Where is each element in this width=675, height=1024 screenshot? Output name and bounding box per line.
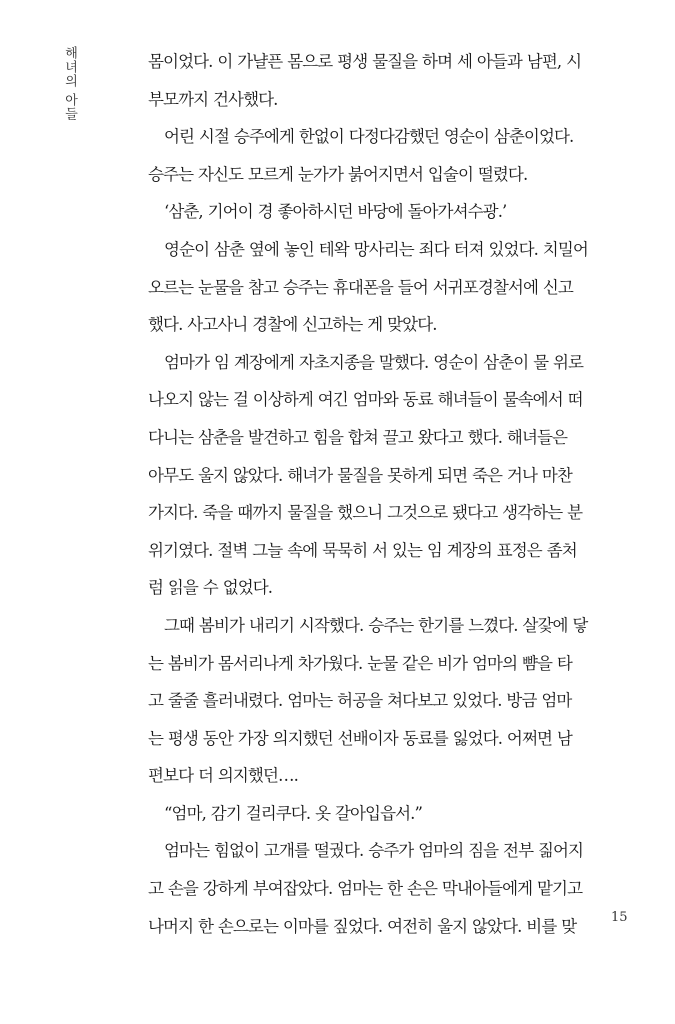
- text-line: 아무도 울지 않았다. 해녀가 물질을 못하게 되면 죽은 거나 마찬: [148, 465, 572, 485]
- text-line: ‘삼춘, 기어이 경 좋아하시던 바당에 돌아가셔수광.’: [164, 202, 507, 222]
- text-line: 영순이 삼춘 옆에 놓인 테왁 망사리는 죄다 터져 있었다. 치밀어: [164, 239, 588, 259]
- page-number: 15: [611, 910, 628, 925]
- text-line: 가지다. 죽을 때까지 물질을 했으니 그것으로 됐다고 생각하는 분: [148, 503, 583, 523]
- text-line: 엄마는 힘없이 고개를 떨궜다. 승주가 엄마의 짐을 전부 짊어지: [164, 841, 584, 861]
- text-line: 럼 읽을 수 없었다.: [148, 578, 273, 598]
- text-line: 오르는 눈물을 참고 승주는 휴대폰을 들어 서귀포경찰서에 신고: [148, 277, 573, 297]
- text-line: 고 손을 강하게 부여잡았다. 엄마는 한 손은 막내아들에게 맡기고: [148, 879, 583, 899]
- text-line: 그때 봄비가 내리기 시작했다. 승주는 한기를 느꼈다. 살갗에 닿: [164, 615, 588, 635]
- text-line: 엄마가 임 계장에게 자초지종을 말했다. 영순이 삼춘이 물 위로: [164, 352, 584, 372]
- text-line: 몸이었다. 이 가냘픈 몸으로 평생 물질을 하며 세 아들과 남편, 시: [148, 52, 582, 71]
- text-line: 부모까지 건사했다.: [148, 89, 278, 109]
- text-line: 는 평생 동안 가장 의지했던 선배이자 동료를 잃었다. 어쩌면 남: [148, 728, 572, 748]
- text-line: 어린 시절 승주에게 한없이 다정다감했던 영순이 삼춘이었다.: [164, 127, 574, 147]
- text-line: 했다. 사고사니 경찰에 신고하는 게 맞았다.: [148, 315, 437, 335]
- text-line: 위기였다. 절벽 그늘 속에 묵묵히 서 있는 임 계장의 표정은 좀처: [148, 540, 577, 560]
- text-line: 나오지 않는 걸 이상하게 여긴 엄마와 동료 해녀들이 물속에서 떠: [148, 390, 583, 410]
- text-line: 승주는 자신도 모르게 눈가가 붉어지면서 입술이 떨렸다.: [148, 164, 528, 184]
- text-line: 편보다 더 의지했던….: [148, 766, 298, 786]
- text-line: 다니는 삼춘을 발견하고 힘을 합쳐 끌고 왔다고 했다. 해녀들은: [148, 427, 568, 447]
- text-line: 는 봄비가 몸서리나게 차가웠다. 눈물 같은 비가 엄마의 뺨을 타: [148, 653, 572, 673]
- body-text: [148, 43, 628, 945]
- text-line: 나머지 한 손으로는 이마를 짚었다. 여전히 울지 않았다. 비를 맞: [148, 916, 577, 936]
- text-line: 고 줄줄 흘러내렸다. 엄마는 허공을 쳐다보고 있었다. 방금 엄마: [148, 691, 572, 711]
- text-line: “엄마, 감기 걸리쿠다. 옷 갈아입읍서.”: [164, 803, 423, 823]
- running-head: 해녀의 아들: [62, 46, 77, 122]
